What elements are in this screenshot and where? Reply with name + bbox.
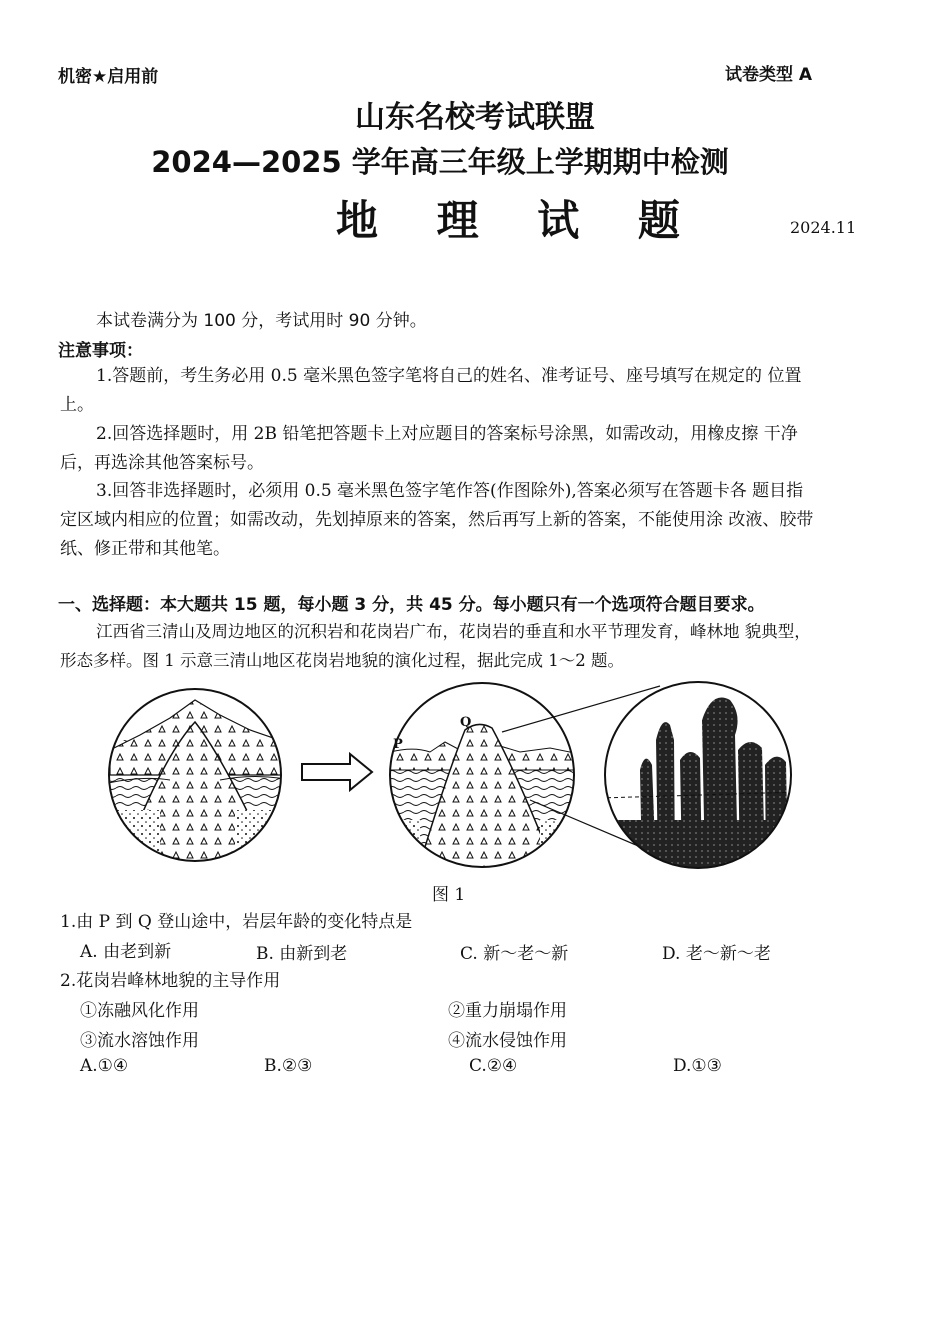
section1-heading: 一、选择题：本大题共 15 题，每小题 3 分，共 45 分。每小题只有一个选项符合题目要求。	[58, 595, 765, 615]
question-2-statement-1: ①冻融风化作用	[80, 1001, 199, 1021]
question-2-stem: 2.花岗岩峰林地貌的主导作用	[60, 971, 281, 991]
exam-date: 2024.11	[790, 218, 857, 237]
question-2-option-c[interactable]: C.②④	[469, 1056, 518, 1076]
question-1-option-a[interactable]: A. 由老到新	[80, 942, 172, 962]
note-item-2: 2.回答选择题时，用 2B 铅笔把答题卡上对应题目的答案标号涂黑，如需改动，用橡皮擦 干净后，再选涂其他答案标号。	[60, 424, 798, 473]
figure-arrow	[302, 754, 372, 790]
figure-granite-evolution	[100, 680, 820, 870]
figure-peak-forest-circle	[600, 680, 800, 870]
notes-heading: 注意事项：	[58, 341, 143, 361]
figure-caption: 图 1	[432, 885, 466, 905]
secrecy-label: 机密★启用前	[58, 67, 159, 87]
question-2-statement-2: ②重力崩塌作用	[448, 1001, 567, 1021]
note-item-3: 3.回答非选择题时，必须用 0.5 毫米黑色签字笔作答(作图除外),答案必须写在答题卡各 题目指定区域内相应的位置；如需改动，先划掉原来的答案，然后再写上新的答案，不能使用涂 改液、胶带纸、修正带和其他笔。	[60, 481, 814, 559]
question-material: 江西省三清山及周边地区的沉积岩和花岗岩广布，花岗岩的垂直和水平节理发育，峰林地 貌典型，形态多样。图 1 示意三清山地区花岗岩地貌的演化过程，据此完成 1～2 题。	[60, 622, 811, 670]
question-2-statement-3: ③流水溶蚀作用	[80, 1031, 199, 1051]
figure-label-p: P	[393, 737, 403, 752]
figure-label-q: Q	[460, 715, 472, 730]
question-1-stem: 1.由 P 到 Q 登山途中，岩层年龄的变化特点是	[60, 912, 413, 932]
question-2-option-a[interactable]: A.①④	[80, 1056, 129, 1076]
paper-type-label: 试卷类型 A	[725, 65, 813, 85]
question-2-option-d[interactable]: D.①③	[673, 1056, 722, 1076]
subject-title: 地 理 试 题	[336, 196, 702, 245]
figure-stage1-circle	[100, 680, 305, 870]
figure-stage2-circle	[380, 680, 590, 870]
question-2-statement-4: ④流水侵蚀作用	[448, 1031, 567, 1051]
question-1-option-c[interactable]: C. 新～老～新	[460, 944, 569, 964]
question-1-option-b[interactable]: B. 由新到老	[256, 944, 348, 964]
exam-term-title: 2024—2025 学年高三年级上学期期中检测	[151, 145, 729, 179]
question-1-option-d[interactable]: D. 老～新～老	[662, 944, 771, 964]
exam-alliance-title: 山东名校考试联盟	[355, 100, 595, 135]
exam-intro: 本试卷满分为 100 分，考试用时 90 分钟。	[96, 311, 427, 331]
question-2-option-b[interactable]: B.②③	[264, 1056, 313, 1076]
note-item-1: 1.答题前，考生务必用 0.5 毫米黑色签字笔将自己的姓名、准考证号、座号填写在规定的 位置上。	[60, 366, 802, 415]
